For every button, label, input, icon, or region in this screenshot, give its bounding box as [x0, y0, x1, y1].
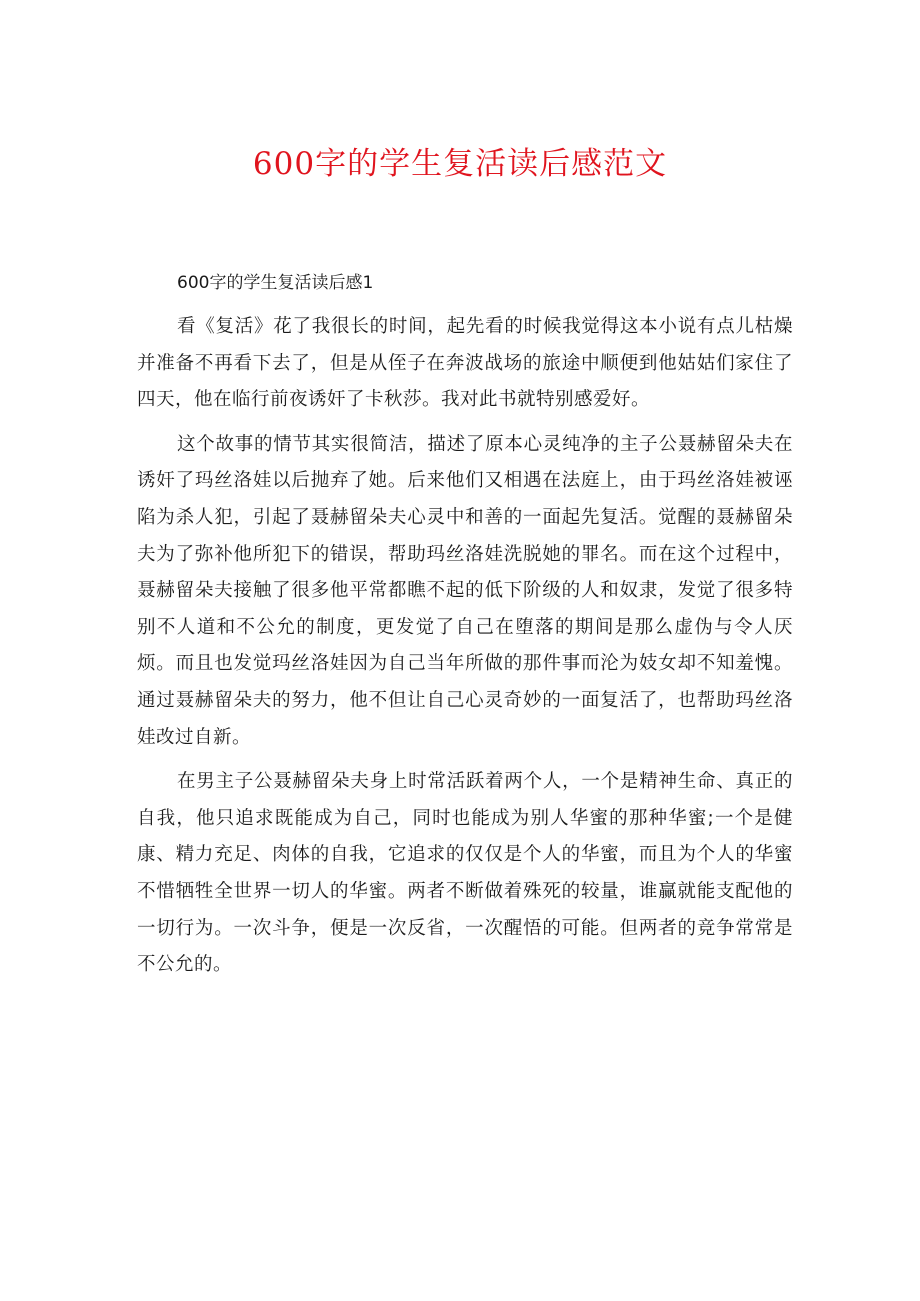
document-title: 600字的学生复活读后感范文 — [252, 146, 668, 182]
paragraph: 这个故事的情节其实很简洁，描述了原本心灵纯净的主子公聂赫留朵夫在诱奸了玛丝洛娃以后抛弃了她。后来他们又相遇在法庭上，由于玛丝洛娃被诬陷为杀人犯，引起了聂赫留朵夫心灵中和善的一面起先复活。觉醒的聂赫留朵夫为了弥补他所犯下的错误，帮助玛丝洛娃洗脱她的罪名。而在这个过程中，聂赫留朵夫接触了很多他平常都瞧不起的低下阶级的人和奴隶，发觉了很多特别不人道和不公允的制度，更发觉了自己在堕落的期间是那么虚伪与令人厌烦。而且也发觉玛丝洛娃因为自己当年所做的那件事而沦为妓女却不知羞愧。通过聂赫留朵夫的努力，他不但让自己心灵奇妙的一面复活了，也帮助玛丝洛娃改过自新。 — [137, 433, 793, 748]
document-body — [137, 260, 793, 984]
section-heading: 600字的学生复活读后感1 — [177, 273, 374, 293]
paragraph: 看《复活》花了我很长的时间，起先看的时候我觉得这本小说有点儿枯燥并准备不再看下去了，但是从侄子在奔波战场的旅途中顺便到他姑姑们家住了四天，他在临行前夜诱奸了卡秋莎。我对此书就特别感爱好。 — [137, 316, 793, 411]
paragraph: 在男主子公聂赫留朵夫身上时常活跃着两个人，一个是精神生命、真正的自我，他只追求既能成为自己，同时也能成为别人华蜜的那种华蜜;一个是健康、精力充足、肉体的自我，它追求的仅仅是个人的华蜜，而且为个人的华蜜不惜牺牲全世界一切人的华蜜。两者不断做着殊死的较量，谁赢就能支配他的一切行为。一次斗争，便是一次反省，一次醒悟的可能。但两者的竞争常常是不公允的。 — [137, 771, 793, 976]
